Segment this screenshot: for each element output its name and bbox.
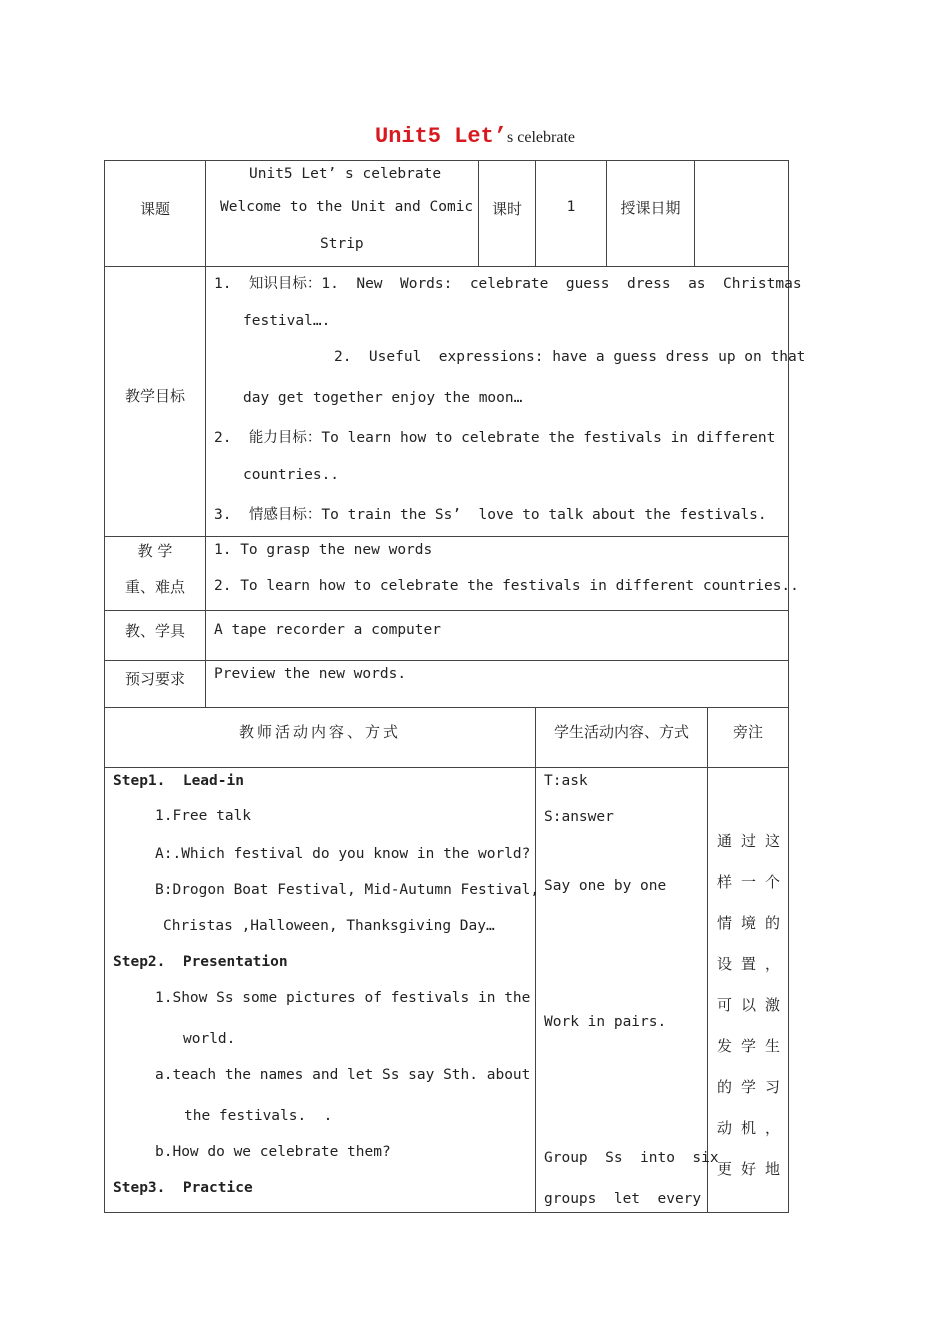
teacher-line: 1.Free talk — [155, 808, 252, 824]
teacher-line: Christas ,Halloween, Thanksgiving Day… — [163, 918, 495, 934]
date-label: 授课日期 — [620, 199, 681, 217]
preview-value: Preview the new words. — [214, 666, 407, 682]
note-line: 的学习 — [717, 1078, 790, 1096]
student-line: Work in pairs. — [544, 1014, 667, 1030]
topic-line-2: Welcome to the Unit and Comic — [220, 199, 474, 215]
student-line: Group Ss into six — [544, 1150, 719, 1166]
row-sep — [104, 660, 789, 661]
col-sep — [707, 707, 708, 1213]
objective-line: festival…. — [243, 313, 331, 329]
key-point-line: 2. To learn how to celebrate the festivals in different countries.. — [214, 578, 799, 594]
student-line: T:ask — [544, 773, 588, 789]
row-sep — [104, 610, 789, 611]
note-line: 通过这 — [717, 832, 790, 850]
key-points-label-2: 重、难点 — [124, 578, 185, 596]
student-activities-header: 学生活动内容、方式 — [553, 723, 689, 741]
topic-label: 课题 — [139, 200, 170, 218]
document-title — [0, 124, 950, 149]
tools-label: 教、学具 — [124, 622, 185, 640]
student-line: Say one by one — [544, 878, 667, 894]
objective-line: countries.. — [243, 467, 340, 483]
table-border-top — [104, 160, 789, 161]
teacher-line: A:.Which festival do you know in the world? — [155, 846, 531, 862]
teacher-line: Step1. Lead-in — [113, 773, 244, 789]
col-sep — [535, 707, 536, 1213]
objective-line: 2. Useful expressions: have a guess dress up on that — [334, 349, 806, 365]
teacher-line: Step3. Practice — [113, 1180, 253, 1196]
note-line: 设置， — [717, 955, 790, 973]
preview-label: 预习要求 — [124, 670, 185, 688]
col-sep — [205, 160, 206, 707]
note-line: 可以激 — [717, 996, 790, 1014]
notes-header: 旁注 — [732, 723, 763, 741]
objectives-label: 教学目标 — [124, 387, 185, 405]
topic-line-3: Strip — [320, 236, 364, 252]
key-points-label-1: 教 学 — [137, 542, 173, 560]
teacher-line: Step2. Presentation — [113, 954, 288, 970]
teacher-line: b.How do we celebrate them? — [155, 1144, 391, 1160]
note-line: 动机， — [717, 1119, 790, 1137]
title-red: Unit5 Let’ — [375, 124, 508, 149]
objective-line: day get together enjoy the moon… — [243, 390, 523, 406]
row-sep — [104, 707, 789, 708]
row-sep — [104, 266, 789, 267]
student-line: S:answer — [544, 809, 614, 825]
col-sep — [694, 160, 695, 266]
teacher-line: a.teach the names and let Ss say Sth. about — [155, 1067, 531, 1083]
topic-line-1: Unit5 Let’ s celebrate — [249, 166, 442, 182]
tools-value: A tape recorder a computer — [214, 622, 441, 638]
row-sep — [104, 536, 789, 537]
student-line: groups let every — [544, 1191, 702, 1207]
period-value: 1 — [566, 199, 576, 215]
teacher-line: B:Drogon Boat Festival, Mid-Autumn Festival, — [155, 882, 540, 898]
teacher-activities-header: 教师活动内容、方式 — [238, 723, 401, 741]
title-rest: s celebrate — [507, 129, 575, 146]
note-line: 样一个 — [717, 873, 790, 891]
note-line: 情境的 — [717, 914, 790, 932]
teacher-line: 1.Show Ss some pictures of festivals in the — [155, 990, 531, 1006]
row-sep — [104, 767, 789, 768]
note-line: 更好地 — [717, 1160, 790, 1178]
key-point-line: 1. To grasp the new words — [214, 542, 433, 558]
teacher-line: world. — [183, 1031, 236, 1047]
table-border-bottom — [104, 1212, 789, 1213]
note-line: 发学生 — [717, 1037, 790, 1055]
teacher-line: the festivals. . — [184, 1108, 333, 1124]
objective-line: 3. 情感目标：To train the Ss’ love to talk about the festivals. — [214, 507, 767, 523]
period-label: 课时 — [491, 200, 522, 218]
objective-line: 1. 知识目标：1. New Words: celebrate guess dress as Christmas — [214, 276, 802, 292]
objective-line: 2. 能力目标：To learn how to celebrate the festivals in different — [214, 430, 776, 446]
